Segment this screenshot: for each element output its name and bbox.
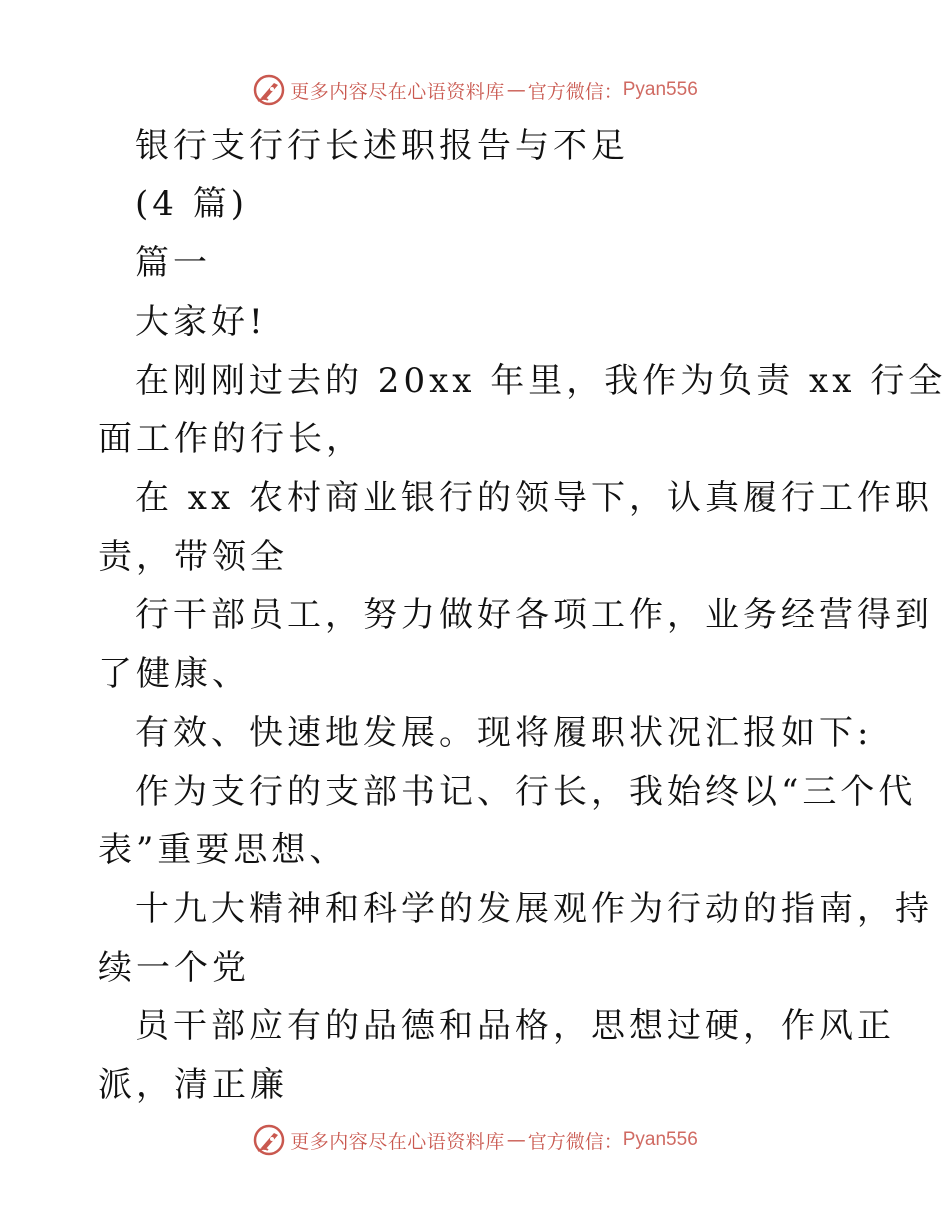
pen-nib-logo-icon	[252, 1123, 286, 1157]
body-line: 面工作的行长，	[98, 419, 364, 459]
body-line: 员干部应有的品德和品格，思想过硬，作风正	[135, 1006, 895, 1046]
watermark-site-text: 更多内容尽在心语资料库	[290, 80, 505, 103]
document-title: 银行支行行长述职报告与不足	[135, 126, 629, 166]
body-line: 在 xx 农村商业银行的领导下，认真履行工作职	[135, 478, 933, 518]
body-line: 十九大精神和科学的发展观作为行动的指南，持	[135, 889, 933, 929]
body-line: 责，带领全	[98, 537, 288, 577]
footer-watermark	[0, 1118, 950, 1162]
watermark-separator: —	[506, 79, 526, 101]
document-subtitle: (4 篇)	[135, 184, 248, 224]
watermark-wechat-label: 官方微信：	[527, 80, 623, 103]
body-line: 了健康、	[98, 654, 250, 694]
body-line: 行干部员工，努力做好各项工作，业务经营得到	[135, 595, 933, 635]
watermark-wechat-id: Pyan556	[622, 1129, 698, 1150]
header-watermark	[0, 68, 950, 112]
body-line: 作为支行的支部书记、行长，我始终以“三个代	[135, 772, 917, 812]
section-heading: 篇一	[135, 243, 211, 283]
body-line: 续一个党	[98, 948, 250, 988]
body-line: 表”重要思想、	[98, 830, 348, 870]
body-line: 派，清正廉	[98, 1065, 288, 1105]
watermark-wechat-label: 官方微信：	[527, 1130, 623, 1153]
watermark-separator: —	[506, 1129, 526, 1151]
watermark-wechat-id: Pyan556	[622, 79, 698, 100]
pen-nib-logo-icon	[252, 73, 286, 107]
greeting: 大家好!	[135, 302, 267, 342]
body-line: 在刚刚过去的 20xx 年里，我作为负责 xx 行全	[135, 361, 947, 401]
watermark-site-text: 更多内容尽在心语资料库	[290, 1130, 505, 1153]
body-line: 有效、快速地发展。现将履职状况汇报如下:	[135, 713, 873, 753]
